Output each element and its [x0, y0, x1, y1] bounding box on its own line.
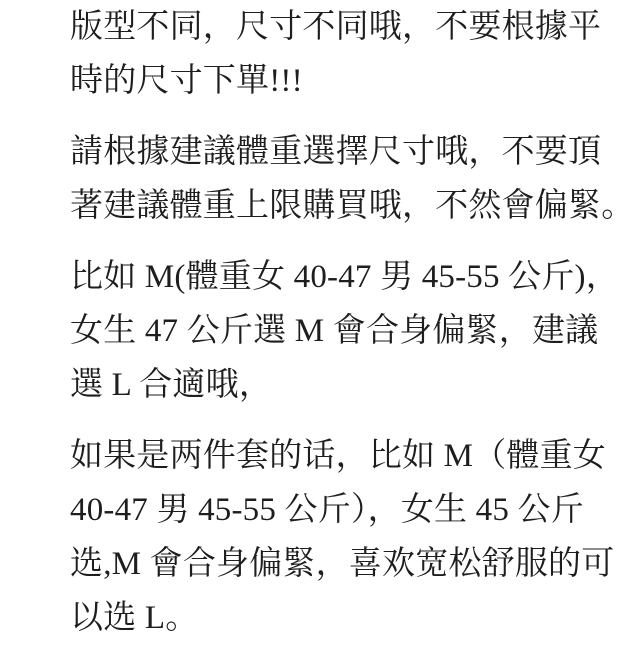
text-line: 選 L 合適哦， [70, 367, 273, 403]
text-line: 以选 L。 [70, 600, 199, 636]
paragraph-example-size-m [70, 250, 619, 412]
text-line: 40-47 男 45-55 公斤），女生 45 公斤 [70, 492, 584, 528]
text-line: 如果是两件套的话，比如 M（體重女 [70, 438, 606, 474]
text-line: 版型不同，尺寸不同哦，不要根據平 [70, 9, 602, 45]
paragraph-size-warning [70, 0, 604, 108]
text-line: 時的尺寸下單!!! [70, 63, 303, 99]
text-line: 比如 M(體重女 40-47 男 45-55 公斤)， [70, 259, 619, 295]
text-line: 选,M 會合身偏緊，喜欢宽松舒服的可 [70, 546, 615, 582]
text-line: 女生 47 公斤選 M 會合身偏緊，建議 [70, 313, 599, 349]
paragraph-weight-advice [70, 125, 635, 233]
text-line: 著建議體重上限購買哦，不然會偏緊。 [70, 188, 635, 224]
text-line: 請根據建議體重選擇尺寸哦，不要頂 [70, 134, 602, 170]
paragraph-two-piece-example [70, 429, 615, 645]
